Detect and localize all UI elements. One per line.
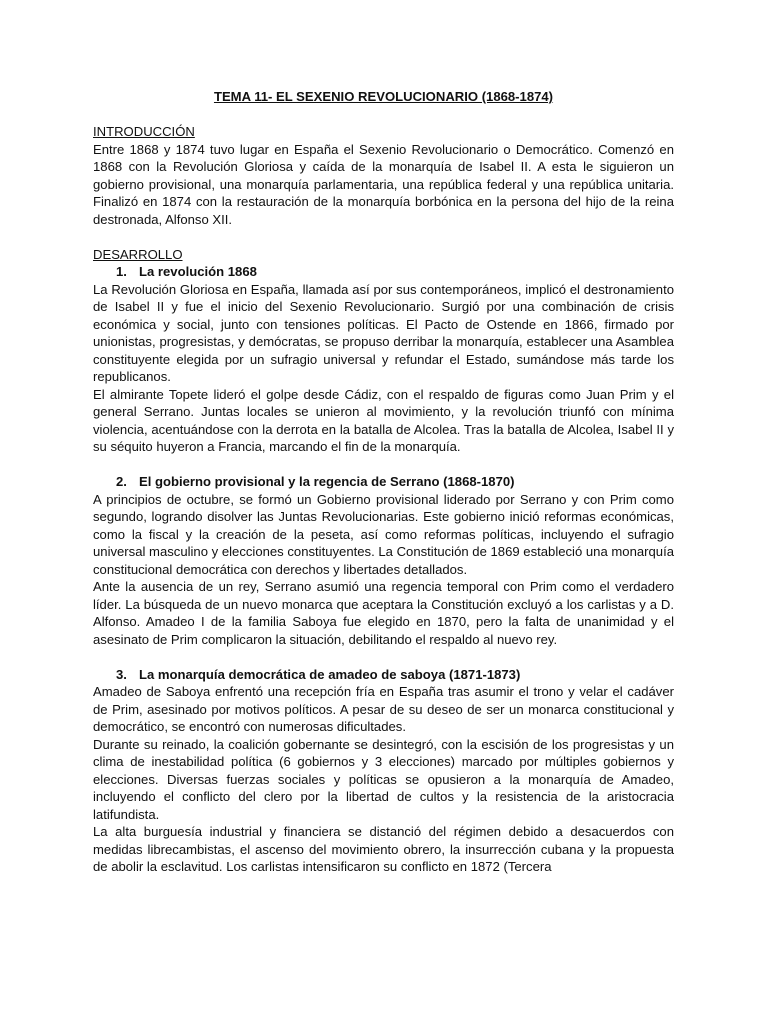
intro-paragraph: Entre 1868 y 1874 tuvo lugar en España el Sexenio Revolucionario o Democrático. Comenzó en 1868 con la Revolución Gloriosa y caída de la monarquía de Isabel II. A esta le siguieron un gobierno provisional, una monarquía parlamentaria, una república federal y una república unitaria. Finalizó en 1874 con la restauración de la monarquía borbónica en la persona del hijo de la reina destronada, Alfonso XII. xyxy=(93,141,674,227)
spacer xyxy=(93,648,674,666)
section-3-paragraph-3: La alta burguesía industrial y financiera se distanció del régimen debido a desacuerdos con medidas librecambistas, el ascenso del movimiento obrero, la insurrección cubana y la propuesta de abolir la esclavitud. Los carlistas intensificaron su conflicto en 1872 (Tercera xyxy=(93,824,674,874)
development-heading: DESARROLLO xyxy=(93,246,183,262)
section-2-heading xyxy=(93,473,674,491)
spacer xyxy=(93,456,674,474)
section-1-paragraph-2: El almirante Topete lideró el golpe desde Cádiz, con el respaldo de figuras como Juan Prim y el general Serrano. Juntas locales se unieron al movimiento, y la revolución triunfó con mínima violencia, acentuándose con la derrota en la batalla de Alcolea. Tras la batalla de Alcolea, Isabel II y su séquito huyeron a Francia, marcando el fin de la monarquía. xyxy=(93,386,674,454)
page-title: TEMA 11- EL SEXENIO REVOLUCIONARIO (1868-1874) xyxy=(213,89,554,104)
section-1-title: La revolución 1868 xyxy=(139,264,257,279)
section-2-number: 2. xyxy=(116,474,127,489)
section-1-heading xyxy=(93,263,674,281)
spacer xyxy=(93,228,674,246)
section-1-paragraph-1: La Revolución Gloriosa en España, llamada así por sus contemporáneos, implicó el destronamiento de Isabel II y fue el inicio del Sexenio Revolucionario. Surgió por una combinación de crisis económica y social, junto con tensiones políticas. El Pacto de Ostende en 1866, firmado por unionistas, progresistas, y demócratas, se propuso derribar la monarquía, establecer una Asamblea constituyente elegida por un sufragio universal y refundar el Estado, sumándose más tarde los republicanos. xyxy=(93,281,674,384)
intro-heading: INTRODUCCIÓN xyxy=(93,124,195,139)
section-3-paragraph-2: Durante su reinado, la coalición gobernante se desintegró, con la escisión de los progresistas y un clima de inestabilidad política (6 gobiernos y 3 elecciones) marcado por múltiples gobiernos y elecciones. Diversas fuerzas sociales y políticas se opusieron a la monarquía de Amadeo, incluyendo el conflicto del clero por la libertad de cultos y la resistencia de la aristocracia latifundista. xyxy=(93,736,674,822)
section-2-title: El gobierno provisional y la regencia de Serrano (1868-1870) xyxy=(139,474,515,489)
section-3-heading xyxy=(93,666,674,684)
section-1-number: 1. xyxy=(116,264,127,279)
section-2-paragraph-1: A principios de octubre, se formó un Gobierno provisional liderado por Serrano y con Prim como segundo, logrando disolver las Juntas Revolucionarias. Este gobierno inició reformas económicas, como la fiscal y la creación de la peseta, así como reformas políticas, incluyendo el sufragio universal masculino y elecciones constituyentes. La Constitución de 1869 estableció una monarquía constitucional democrática con derechos y libertades detallados. xyxy=(93,491,674,577)
section-3-number: 3. xyxy=(116,666,127,682)
section-2-paragraph-2: Ante la ausencia de un rey, Serrano asumió una regencia temporal con Prim como el verdadero líder. La búsqueda de un nuevo monarca que aceptara la Constitución excluyó a los carlistas y a D. Alfonso. Amadeo I de la familia Saboya fue elegido en 1870, pero la falta de unanimidad y el asesinato de Prim complicaron la situación, debilitando el respaldo al nuevo rey. xyxy=(93,579,674,647)
section-3-title: La monarquía democrática de amadeo de saboya (1871-1873) xyxy=(139,666,521,682)
section-3-paragraph-1: Amadeo de Saboya enfrentó una recepción fría en España tras asumir el trono y velar el cadáver de Prim, asesinado por motivos políticos. A pesar de su deseo de ser un monarca constitucional y democrático, se encontró con numerosas dificultades. xyxy=(93,684,674,734)
